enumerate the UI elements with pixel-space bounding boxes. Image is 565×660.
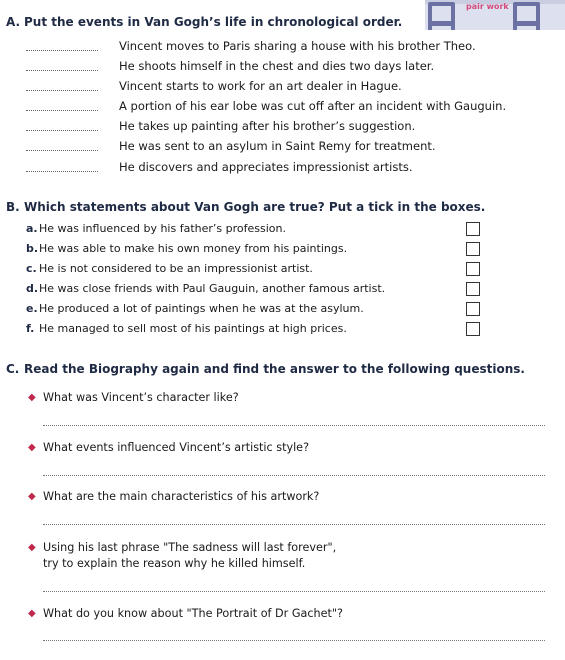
order-blank[interactable]	[26, 50, 98, 51]
question-text: Using his last phrase "The sadness will last forever",	[43, 541, 337, 554]
section-b-title	[6, 200, 485, 214]
answer-line[interactable]	[43, 640, 545, 641]
order-blank[interactable]	[26, 90, 98, 91]
event-text: Vincent moves to Paris sharing a house with his brother Theo.	[119, 39, 476, 53]
diamond-bullet-icon: ◆	[28, 442, 36, 453]
statement-text: He managed to sell most of his paintings at high prices.	[39, 322, 347, 335]
order-blank[interactable]	[26, 110, 98, 111]
event-text: He was sent to an asylum in Saint Remy for treatment.	[119, 139, 436, 153]
statement-text: He is not considered to be an impressionist artist.	[39, 262, 313, 275]
order-blank[interactable]	[26, 150, 98, 151]
tick-box[interactable]	[466, 302, 480, 316]
section-b-heading: Which statements about Van Gogh are true? Put a tick in the boxes.	[24, 200, 486, 214]
section-b-letter: B.	[6, 200, 20, 214]
order-blank[interactable]	[26, 171, 98, 172]
section-a-letter: A.	[6, 15, 21, 29]
section-c-title	[6, 362, 525, 376]
statement-text: He produced a lot of paintings when he was at the asylum.	[39, 302, 364, 315]
statement-row	[26, 222, 286, 235]
question-text-continued: try to explain the reason why he killed himself.	[43, 557, 306, 570]
section-a-title	[6, 15, 402, 29]
diamond-bullet-icon: ◆	[28, 491, 36, 502]
tick-box[interactable]	[466, 242, 480, 256]
event-text: He shoots himself in the chest and dies two days later.	[119, 59, 435, 73]
statement-letter: e.	[26, 302, 38, 315]
tick-box[interactable]	[466, 262, 480, 276]
tick-box[interactable]	[466, 322, 480, 336]
answer-line[interactable]	[43, 425, 545, 426]
statement-row	[26, 242, 347, 255]
question-text: What do you know about "The Portrait of Dr Gachet"?	[43, 607, 343, 620]
section-c-heading: Read the Biography again and find the answer to the following questions.	[24, 362, 525, 376]
statement-row	[26, 322, 347, 335]
statement-text: He was close friends with Paul Gauguin, another famous artist.	[39, 282, 386, 295]
statement-letter: d.	[26, 282, 39, 295]
tick-box[interactable]	[466, 222, 480, 236]
answer-line[interactable]	[43, 475, 545, 476]
pair-work-label: pair work	[466, 2, 509, 11]
statement-letter: f.	[26, 322, 35, 335]
answer-line[interactable]	[43, 591, 545, 592]
event-text: A portion of his ear lobe was cut off after an incident with Gauguin.	[119, 99, 507, 113]
diamond-bullet-icon: ◆	[28, 542, 36, 553]
section-a-heading: Put the events in Van Gogh’s life in chronological order.	[24, 15, 403, 29]
statement-letter: c.	[26, 262, 37, 275]
statement-row	[26, 262, 313, 275]
event-text: He takes up painting after his brother’s suggestion.	[119, 119, 416, 133]
statement-letter: b.	[26, 242, 39, 255]
order-blank[interactable]	[26, 130, 98, 131]
event-text: Vincent starts to work for an art dealer in Hague.	[119, 79, 402, 93]
question-text: What events influenced Vincent’s artistic style?	[43, 441, 310, 454]
tick-box[interactable]	[466, 282, 480, 296]
diamond-bullet-icon: ◆	[28, 392, 36, 403]
event-text: He discovers and appreciates impressionist artists.	[119, 160, 413, 174]
question-text: What was Vincent’s character like?	[43, 391, 239, 404]
statement-row	[26, 302, 364, 315]
answer-line[interactable]	[43, 524, 545, 525]
question-text: What are the main characteristics of his artwork?	[43, 490, 320, 503]
diamond-bullet-icon: ◆	[28, 608, 36, 619]
statement-text: He was able to make his own money from his paintings.	[39, 242, 348, 255]
statement-text: He was influenced by his father’s profession.	[39, 222, 286, 235]
statement-row	[26, 282, 385, 295]
order-blank[interactable]	[26, 70, 98, 71]
statement-letter: a.	[26, 222, 38, 235]
section-c-letter: C.	[6, 362, 20, 376]
